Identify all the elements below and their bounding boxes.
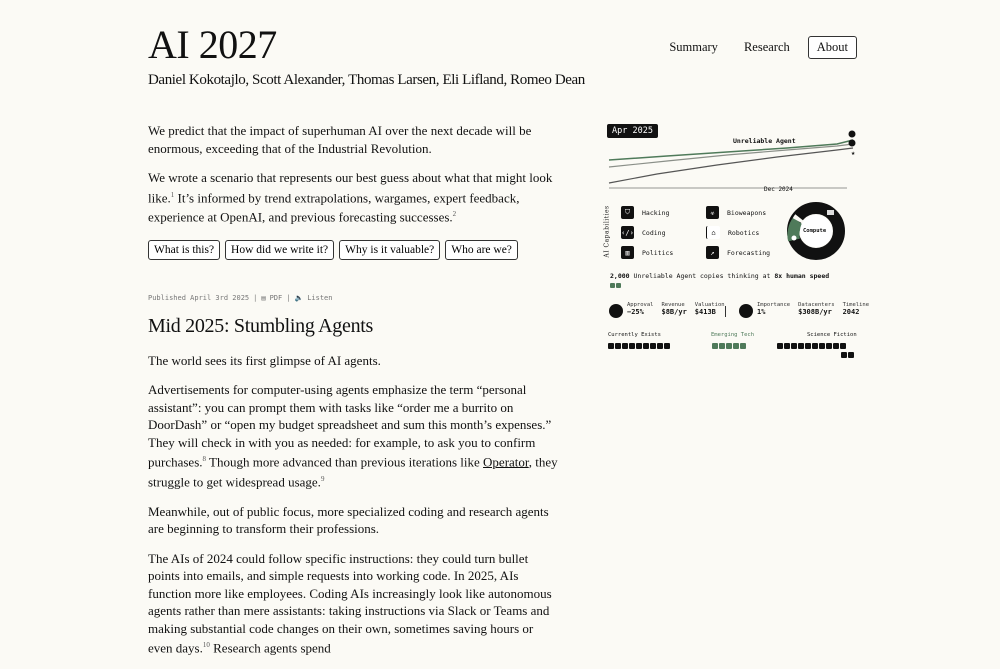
capability-coding: ‹/› Coding — [621, 226, 706, 239]
pdf-link[interactable]: PDF — [269, 294, 283, 303]
speaker-icon[interactable]: 🔈 — [294, 294, 304, 303]
article-paragraph-4: The AIs of 2024 could follow specific instructions: they could turn bullet points into emails, and simple requests into working code. In 2025, AIs function more like employees. Coding AIs increasingly look like autonomous agents rather than mere assistants: taking instructions via Slack or Teams and making substantial code changes on their own, sometimes saving hours or even days.$^{10}$ Research agents spend — [148, 550, 552, 656]
trend-icon: ↗ — [706, 246, 719, 259]
tech-scifi-label: Science Fiction — [807, 332, 857, 338]
copies-text: 2,000 Unreliable Agent copies thinking at 8x human speed — [610, 272, 830, 280]
globe-icon — [739, 304, 753, 318]
how-written-button[interactable]: How did we write it? — [225, 240, 334, 260]
capability-trend-chart — [607, 130, 857, 190]
agent-label: Unreliable Agent — [733, 137, 796, 145]
tech-emerging-squares — [712, 343, 747, 351]
footnote-ref[interactable]: 1 — [170, 190, 175, 199]
intro-paragraph-1: We predict that the impact of superhuman AI over the next decade will be enormous, exceeding that of the Industrial Revolution. — [148, 123, 532, 156]
intro-buttons — [148, 240, 558, 260]
stat-revenue: Revenue $8B/yr — [661, 302, 687, 316]
stats-divider — [725, 306, 726, 317]
operator-link[interactable]: Operator — [483, 454, 529, 470]
stat-valuation: Valuation $413B — [694, 302, 725, 316]
star-icon: ★ — [851, 149, 856, 157]
listen-link[interactable]: Listen — [307, 294, 333, 303]
what-is-this-button[interactable]: What is this? — [148, 240, 220, 260]
article-paragraph-2: Advertisements for computer-using agents emphasize the term “personal assistant”: you can prompt them with tasks like “order me a burrito on DoorDash” or “open my budget spreadsheet and sum this month’s expenses.” They will check in with you as needed: for example, to ask you to confirm purchases.$^8$ Though more advanced than previous iterations like Operator, they struggle to get widespread usage.$^9$ — [148, 382, 558, 490]
milestone-icon — [849, 131, 856, 138]
capability-politics: ▥ Politics — [621, 246, 706, 259]
stat-datacenters: Datacenters $308B/yr — [798, 302, 835, 316]
code-icon: ‹/› — [621, 226, 634, 239]
tech-exists-label: Currently Exists — [608, 332, 661, 338]
lab-icon — [792, 236, 797, 241]
capability-forecasting: ↗ Forecasting — [706, 246, 791, 259]
sidebar-dashboard — [603, 124, 870, 364]
nav-research[interactable]: Research — [743, 40, 790, 54]
capability-bioweapons: ☣ Bioweapons — [706, 206, 791, 219]
footnote-ref[interactable]: 2 — [452, 210, 457, 219]
flag-icon — [827, 210, 834, 215]
openai-logo-icon — [609, 304, 623, 318]
authors: Daniel Kokotajlo, Scott Alexander, Thomas Larsen, Eli Lifland, Romeo Dean — [148, 72, 585, 88]
top-nav — [661, 36, 857, 59]
date-badge: Apr 2025 — [607, 124, 658, 138]
world-stats — [757, 302, 869, 316]
main-content — [148, 122, 558, 669]
shield-icon: ⛉ — [621, 206, 634, 219]
biohazard-icon: ☣ — [706, 206, 719, 219]
donut-gap — [798, 218, 800, 221]
tech-scifi-squares — [777, 343, 859, 360]
article-meta: Published April 3rd 2025 | ▤ PDF | 🔈 Listen — [148, 290, 558, 308]
donut-label: Compute — [803, 228, 827, 234]
article-paragraph-1: The world sees its first glimpse of AI agents. — [148, 352, 381, 368]
nav-summary[interactable]: Summary — [669, 40, 718, 54]
published-date: Published April 3rd 2025 — [148, 294, 250, 303]
why-valuable-button[interactable]: Why is it valuable? — [339, 240, 440, 260]
footnote-ref[interactable]: 9 — [320, 474, 325, 483]
capabilities-axis-label: AI Capabilities — [603, 205, 611, 258]
tech-emerging-label: Emerging Tech — [711, 332, 755, 338]
pdf-icon[interactable]: ▤ — [261, 294, 266, 303]
trend-line-dark — [609, 148, 853, 183]
capability-robotics: ⌂ Robotics — [706, 226, 791, 239]
milestone-icon — [849, 140, 856, 147]
article-paragraph-3: Meanwhile, out of public focus, more specialized coding and research agents are beginning to transform their professions. — [148, 503, 549, 537]
intro-paragraph-2: We wrote a scenario that represents our best guess about what that might look like.$^1$ It’s informed by trend extrapolations, wargames, expert feedback, experience at OpenAI, and previous forecasting successes.$^2$ — [148, 170, 553, 225]
section-heading: Mid 2025: Stumbling Agents — [148, 314, 374, 337]
stat-approval: Approval −25% — [627, 302, 654, 316]
building-icon: ▥ — [621, 246, 634, 259]
robot-icon: ⌂ — [706, 226, 720, 239]
capabilities-list — [621, 206, 791, 259]
stat-importance: Importance 1% — [757, 302, 791, 316]
who-are-we-button[interactable]: Who are we? — [445, 240, 518, 260]
footnote-ref[interactable]: 10 — [202, 641, 210, 650]
stat-timeline: Timeline 2042 — [842, 302, 870, 316]
footnote-ref[interactable]: 8 — [202, 455, 207, 464]
copies-squares — [610, 282, 622, 290]
company-stats — [627, 302, 725, 316]
trend-line-green — [609, 140, 853, 160]
nav-about[interactable]: About — [808, 36, 857, 59]
page-title: AI 2027 — [148, 22, 277, 67]
timeline-date: Dec 2024 — [764, 186, 793, 193]
capability-hacking: ⛉ Hacking — [621, 206, 706, 219]
tech-exists-squares — [608, 343, 671, 351]
